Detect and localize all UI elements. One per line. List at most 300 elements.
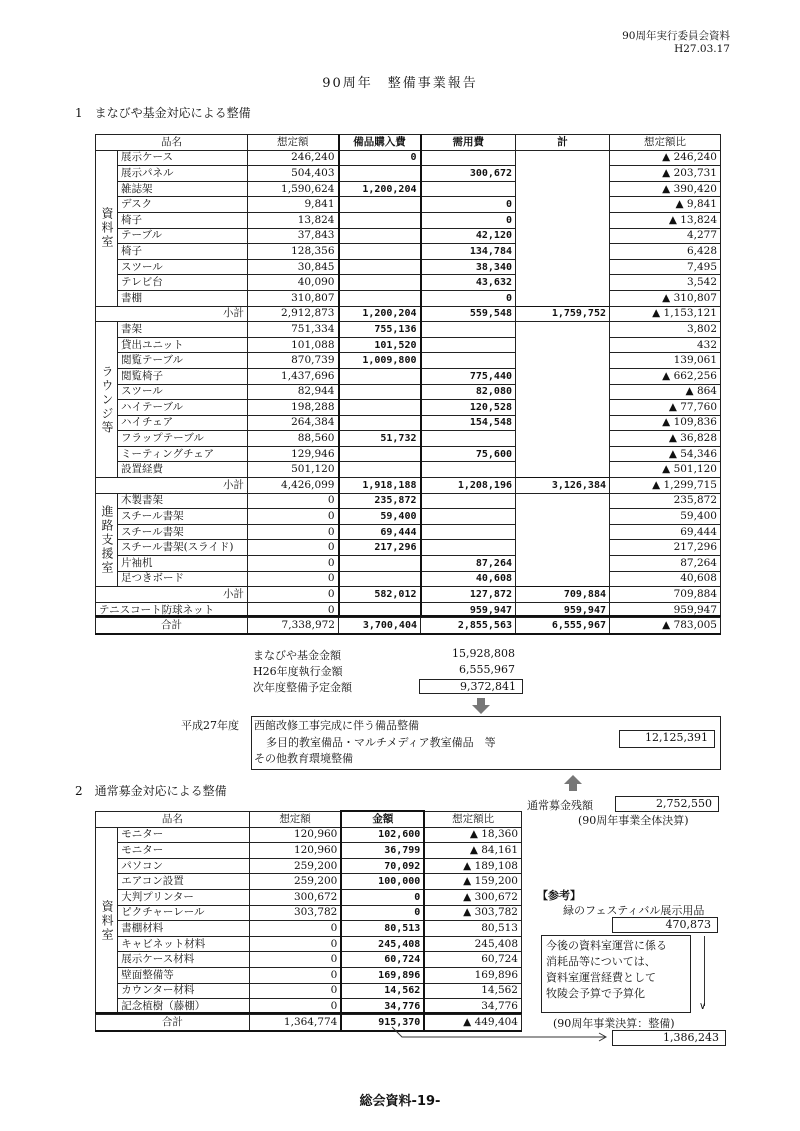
item-equip [339, 415, 421, 431]
item-ratio: 87,264 [610, 556, 721, 572]
item-amount: 102,600 [341, 827, 424, 843]
item-name: 記念植樹（藤棚） [118, 999, 250, 1015]
item-total [516, 244, 610, 260]
item-equip [339, 166, 421, 182]
table-row [96, 889, 522, 905]
fund-label: まなびや基金金額 [253, 649, 341, 662]
item-ratio: ▲ 77,760 [610, 400, 721, 416]
donation-table [95, 810, 522, 1015]
item-supply [421, 540, 516, 556]
item-ratio: 217,296 [610, 540, 721, 556]
item-supply [421, 181, 516, 197]
item-est: 310,807 [248, 290, 339, 306]
item-total [516, 431, 610, 447]
reference-value: 470,873 [612, 917, 718, 933]
item-est: 0 [248, 571, 339, 587]
item-name: パソコン [118, 858, 250, 874]
subtotal-est: 0 [248, 587, 339, 603]
subtotal-ratio: ▲ 1,299,715 [610, 478, 721, 494]
item-name: 足つきボード [118, 571, 248, 587]
plan-line3: その他教育環境整備 [254, 752, 353, 765]
item-name: エアコン設置 [118, 874, 250, 890]
subtotal-total: 1,759,752 [516, 306, 610, 322]
item-est: 128,356 [248, 244, 339, 260]
arrow-down-line [704, 936, 705, 1006]
item-ratio: 245,408 [424, 936, 521, 952]
note-line: 今後の資料室運営に係る [546, 939, 667, 952]
plan-line2: 多目的教室備品・マルチメディア教室備品 等 [266, 736, 496, 749]
fund-table [95, 134, 721, 618]
subtotal-row [96, 478, 721, 494]
subtotal-equip: 1,918,188 [339, 478, 421, 494]
item-name: ピクチャーレール [118, 905, 250, 921]
item-equip [339, 290, 421, 306]
item-est: 303,782 [249, 905, 341, 921]
grand-ratio: ▲ 783,005 [610, 616, 721, 634]
total2-ratio: ▲ 449,404 [424, 1013, 521, 1031]
item-name: テーブル [118, 228, 248, 244]
item-total [516, 509, 610, 525]
item-equip [339, 259, 421, 275]
item-ratio: 169,896 [424, 967, 521, 983]
fund-row [253, 679, 523, 695]
item-equip: 217,296 [339, 540, 421, 556]
item-supply [421, 493, 516, 509]
table-row [96, 259, 721, 275]
group-label: 資料室 [96, 827, 118, 1014]
table-row [96, 571, 721, 587]
item-est: 501,120 [248, 462, 339, 478]
item-total [516, 197, 610, 213]
item-est: 0 [248, 493, 339, 509]
tennis-total: 959,947 [516, 602, 610, 618]
item-equip [339, 571, 421, 587]
item-supply: 82,080 [421, 384, 516, 400]
item-amount: 0 [341, 889, 424, 905]
final-label: (90周年事業決算：整備) [553, 1017, 675, 1030]
item-est: 1,437,696 [248, 368, 339, 384]
subtotal-supply: 127,872 [421, 587, 516, 603]
item-total [516, 337, 610, 353]
table-row [96, 275, 721, 291]
item-ratio: 14,562 [424, 983, 521, 999]
item-supply: 0 [421, 212, 516, 228]
plan-line1: 西館改修工事完成に伴う備品整備 [254, 719, 419, 732]
item-est: 504,403 [248, 166, 339, 182]
item-equip [339, 197, 421, 213]
item-equip [339, 368, 421, 384]
item-name: カウンター材料 [118, 983, 250, 999]
table-row [96, 921, 522, 937]
item-ratio: 235,872 [610, 493, 721, 509]
item-total [516, 524, 610, 540]
item-ratio: ▲ 864 [610, 384, 721, 400]
group-label: 進路支援室 [96, 493, 118, 587]
item-total [516, 322, 610, 338]
subtotal-ratio: ▲ 1,153,121 [610, 306, 721, 322]
table-row [96, 166, 721, 182]
item-est: 40,090 [248, 275, 339, 291]
item-name: フラップテーブル [118, 431, 248, 447]
item-est: 751,334 [248, 322, 339, 338]
item-total [516, 212, 610, 228]
item-est: 30,845 [248, 259, 339, 275]
item-name: 大判プリンター [118, 889, 250, 905]
item-amount: 80,513 [341, 921, 424, 937]
subtotal-ratio: 709,884 [610, 587, 721, 603]
table-row [96, 524, 721, 540]
item-name: 閲覧テーブル [118, 353, 248, 369]
fund-summary [253, 647, 523, 695]
item-name: 展示ケース [118, 150, 248, 166]
item-supply: 40,608 [421, 571, 516, 587]
item-equip [339, 384, 421, 400]
table-row [96, 212, 721, 228]
table-row [96, 462, 721, 478]
item-equip: 235,872 [339, 493, 421, 509]
item-est: 259,200 [249, 858, 341, 874]
item-name: 書架 [118, 322, 248, 338]
table-row [96, 150, 721, 166]
item-ratio: 6,428 [610, 244, 721, 260]
subtotal-row [96, 587, 721, 603]
item-name: ミーティングチェア [118, 446, 248, 462]
item-est: 0 [249, 983, 341, 999]
item-equip [339, 400, 421, 416]
table-header [96, 811, 522, 827]
item-amount: 36,799 [341, 843, 424, 859]
item-ratio: ▲ 159,200 [424, 874, 521, 890]
col-supply: 需用費 [421, 135, 516, 151]
item-est: 1,590,624 [248, 181, 339, 197]
item-supply [421, 524, 516, 540]
item-name: 設置経費 [118, 462, 248, 478]
fund-grand-total [95, 615, 721, 635]
item-total [516, 166, 610, 182]
table-row [96, 244, 721, 260]
item-name: スツール [118, 384, 248, 400]
subtotal-est: 2,912,873 [248, 306, 339, 322]
item-total [516, 493, 610, 509]
table-row [96, 337, 721, 353]
item-name: デスク [118, 197, 248, 213]
item-est: 259,200 [249, 874, 341, 890]
item-name: 閲覧椅子 [118, 368, 248, 384]
item-total [516, 275, 610, 291]
table-row [96, 228, 721, 244]
item-amount: 70,092 [341, 858, 424, 874]
table-row [96, 858, 522, 874]
item-amount: 60,724 [341, 952, 424, 968]
item-name: 片袖机 [118, 556, 248, 572]
item-ratio: ▲ 303,782 [424, 905, 521, 921]
item-total [516, 259, 610, 275]
item-equip [339, 275, 421, 291]
item-supply: 0 [421, 197, 516, 213]
item-total [516, 290, 610, 306]
table-row [96, 181, 721, 197]
item-equip [339, 446, 421, 462]
table-row [96, 843, 522, 859]
arrow-down-icon [472, 705, 490, 714]
table-row [96, 905, 522, 921]
item-supply [421, 353, 516, 369]
fund-label: H26年度執行金額 [253, 665, 343, 678]
item-total [516, 228, 610, 244]
note-box [541, 935, 691, 1013]
item-est: 264,384 [248, 415, 339, 431]
table-row [96, 874, 522, 890]
item-est: 120,960 [249, 843, 341, 859]
item-total [516, 571, 610, 587]
item-name: ハイテーブル [118, 400, 248, 416]
note-line: 資料室運営経費として [546, 971, 656, 984]
item-name: 書棚 [118, 290, 248, 306]
group-label: ラウンジ等 [96, 322, 118, 478]
fund-value: 9,372,841 [419, 679, 523, 694]
subtotal-label: 小計 [96, 306, 248, 322]
section2-heading: 2 通常募金対応による整備 [75, 784, 227, 798]
item-equip: 1,200,204 [339, 181, 421, 197]
subtotal-supply: 1,208,196 [421, 478, 516, 494]
subtotal-row [96, 306, 721, 322]
item-supply: 300,672 [421, 166, 516, 182]
item-ratio: ▲ 18,360 [424, 827, 521, 843]
subtotal-total: 3,126,384 [516, 478, 610, 494]
subtotal-label: 小計 [96, 587, 248, 603]
total2-est: 1,364,774 [249, 1013, 341, 1031]
item-equip [339, 462, 421, 478]
item-est: 82,944 [248, 384, 339, 400]
subtotal-equip: 582,012 [339, 587, 421, 603]
item-supply: 87,264 [421, 556, 516, 572]
item-ratio: 34,776 [424, 999, 521, 1015]
table-row [96, 967, 522, 983]
subtotal-equip: 1,200,204 [339, 306, 421, 322]
page-title: 90周年 整備事業報告 [322, 76, 478, 91]
table-row [96, 493, 721, 509]
item-amount: 34,776 [341, 999, 424, 1015]
item-total [516, 400, 610, 416]
item-equip [339, 556, 421, 572]
item-supply: 75,600 [421, 446, 516, 462]
col-total: 計 [516, 135, 610, 151]
col-est: 想定額 [248, 135, 339, 151]
item-est: 0 [249, 921, 341, 937]
item-ratio: 4,277 [610, 228, 721, 244]
item-est: 0 [248, 509, 339, 525]
subtotal-total: 709,884 [516, 587, 610, 603]
item-est: 88,560 [248, 431, 339, 447]
connector-arrow-icon [390, 1025, 615, 1043]
table-row [96, 384, 721, 400]
tennis-ratio: 959,947 [610, 602, 721, 618]
table-row [96, 431, 721, 447]
item-equip [339, 244, 421, 260]
item-name: スツール [118, 259, 248, 275]
header-committee: 90周年実行委員会資料 [622, 30, 730, 42]
item-equip: 755,136 [339, 322, 421, 338]
item-supply: 0 [421, 290, 516, 306]
item-est: 198,288 [248, 400, 339, 416]
item-total [516, 384, 610, 400]
item-total [516, 353, 610, 369]
item-name: スチール書架 [118, 509, 248, 525]
col-ratio: 想定額比 [424, 811, 521, 827]
item-amount: 100,000 [341, 874, 424, 890]
item-name: テレビ台 [118, 275, 248, 291]
item-name: 雑誌架 [118, 181, 248, 197]
item-est: 37,843 [248, 228, 339, 244]
table-row [96, 556, 721, 572]
reference-item: 緑のフェスティバル展示用品 [563, 904, 705, 917]
fund-row [253, 663, 523, 679]
item-supply: 38,340 [421, 259, 516, 275]
item-ratio: ▲ 54,346 [610, 446, 721, 462]
total2-amount: 915,370 [341, 1013, 424, 1031]
header-date: H27.03.17 [674, 43, 730, 55]
table-row [96, 827, 522, 843]
table-row [96, 353, 721, 369]
item-equip: 59,400 [339, 509, 421, 525]
item-est: 246,240 [248, 150, 339, 166]
item-ratio: ▲ 203,731 [610, 166, 721, 182]
item-name: ハイチェア [118, 415, 248, 431]
item-supply [421, 150, 516, 166]
total2-label: 合計 [96, 1013, 250, 1031]
item-ratio: ▲ 9,841 [610, 197, 721, 213]
item-supply: 42,120 [421, 228, 516, 244]
table-header [96, 135, 721, 151]
item-ratio: ▲ 36,828 [610, 431, 721, 447]
item-supply [421, 337, 516, 353]
final-value: 1,386,243 [612, 1030, 726, 1046]
reference-label: 【参考】 [537, 889, 581, 902]
item-supply: 775,440 [421, 368, 516, 384]
col-name: 品名 [96, 135, 248, 151]
item-amount: 169,896 [341, 967, 424, 983]
item-name: 木製書架 [118, 493, 248, 509]
item-amount: 245,408 [341, 936, 424, 952]
item-est: 101,088 [248, 337, 339, 353]
item-name: モニター [118, 827, 250, 843]
arrow-up-icon [569, 784, 577, 791]
item-est: 0 [249, 967, 341, 983]
item-name: 展示パネル [118, 166, 248, 182]
item-supply [421, 509, 516, 525]
item-ratio: ▲ 84,161 [424, 843, 521, 859]
item-name: スチール書架(スライド) [118, 540, 248, 556]
item-est: 129,946 [248, 446, 339, 462]
item-ratio: 59,400 [610, 509, 721, 525]
note-line: 牧陵会予算で予算化 [546, 987, 645, 1000]
balance-note: (90周年事業全体決算) [578, 814, 689, 827]
item-total [516, 415, 610, 431]
item-equip: 101,520 [339, 337, 421, 353]
item-est: 300,672 [249, 889, 341, 905]
plan-year: 平成27年度 [181, 719, 239, 732]
item-est: 0 [249, 936, 341, 952]
item-total [516, 368, 610, 384]
table-row [96, 197, 721, 213]
item-ratio: ▲ 109,836 [610, 415, 721, 431]
fund-label: 次年度整備予定金額 [253, 681, 352, 694]
item-supply [421, 462, 516, 478]
tennis-est: 0 [248, 602, 339, 618]
item-est: 9,841 [248, 197, 339, 213]
item-supply: 120,528 [421, 400, 516, 416]
table-row [96, 983, 522, 999]
table-row [96, 415, 721, 431]
arrow-down-icon [477, 698, 485, 705]
grand-supply: 2,855,563 [421, 616, 516, 634]
table-row [96, 368, 721, 384]
item-name: 展示ケース材料 [118, 952, 250, 968]
item-ratio: 3,802 [610, 322, 721, 338]
item-amount: 14,562 [341, 983, 424, 999]
note-line: 消耗品等については、 [546, 955, 656, 968]
item-total [516, 556, 610, 572]
item-est: 0 [248, 524, 339, 540]
item-ratio: ▲ 189,108 [424, 858, 521, 874]
item-equip [339, 228, 421, 244]
item-name: 椅子 [118, 244, 248, 260]
fund-value: 15,928,808 [452, 647, 515, 660]
balance-label: 通常募金残額 [527, 799, 593, 812]
item-supply: 154,548 [421, 415, 516, 431]
item-ratio: ▲ 390,420 [610, 181, 721, 197]
item-ratio: 3,542 [610, 275, 721, 291]
item-supply: 134,784 [421, 244, 516, 260]
item-equip: 51,732 [339, 431, 421, 447]
item-est: 0 [249, 999, 341, 1015]
fund-value: 6,555,967 [459, 663, 515, 676]
document-header [622, 30, 730, 56]
plan-box [251, 716, 721, 770]
table-row [96, 540, 721, 556]
subtotal-supply: 559,548 [421, 306, 516, 322]
item-equip [339, 212, 421, 228]
item-ratio: ▲ 662,256 [610, 368, 721, 384]
item-total [516, 462, 610, 478]
item-ratio: 7,495 [610, 259, 721, 275]
item-ratio: ▲ 300,672 [424, 889, 521, 905]
item-est: 870,739 [248, 353, 339, 369]
item-ratio: ▲ 13,824 [610, 212, 721, 228]
tennis-name: テニスコート防球ネット [96, 602, 248, 618]
table-row [96, 290, 721, 306]
item-ratio: 432 [610, 337, 721, 353]
col-equip: 備品購入費 [339, 135, 421, 151]
item-name: 壁面整備等 [118, 967, 250, 983]
item-ratio: 40,608 [610, 571, 721, 587]
item-ratio: 139,061 [610, 353, 721, 369]
section1-heading: 1 まなびや基金対応による整備 [75, 106, 251, 120]
page-footer: 総会資料-19- [359, 1094, 441, 1109]
item-total [516, 150, 610, 166]
item-name: 書棚材料 [118, 921, 250, 937]
item-ratio: 60,724 [424, 952, 521, 968]
group-label: 資料室 [96, 150, 118, 306]
item-est: 0 [249, 952, 341, 968]
col-est: 想定額 [249, 811, 341, 827]
col-name: 品名 [96, 811, 250, 827]
item-supply [421, 431, 516, 447]
col-ratio: 想定額比 [610, 135, 721, 151]
grand-label: 合計 [96, 616, 248, 634]
table-row [96, 936, 522, 952]
item-total [516, 181, 610, 197]
